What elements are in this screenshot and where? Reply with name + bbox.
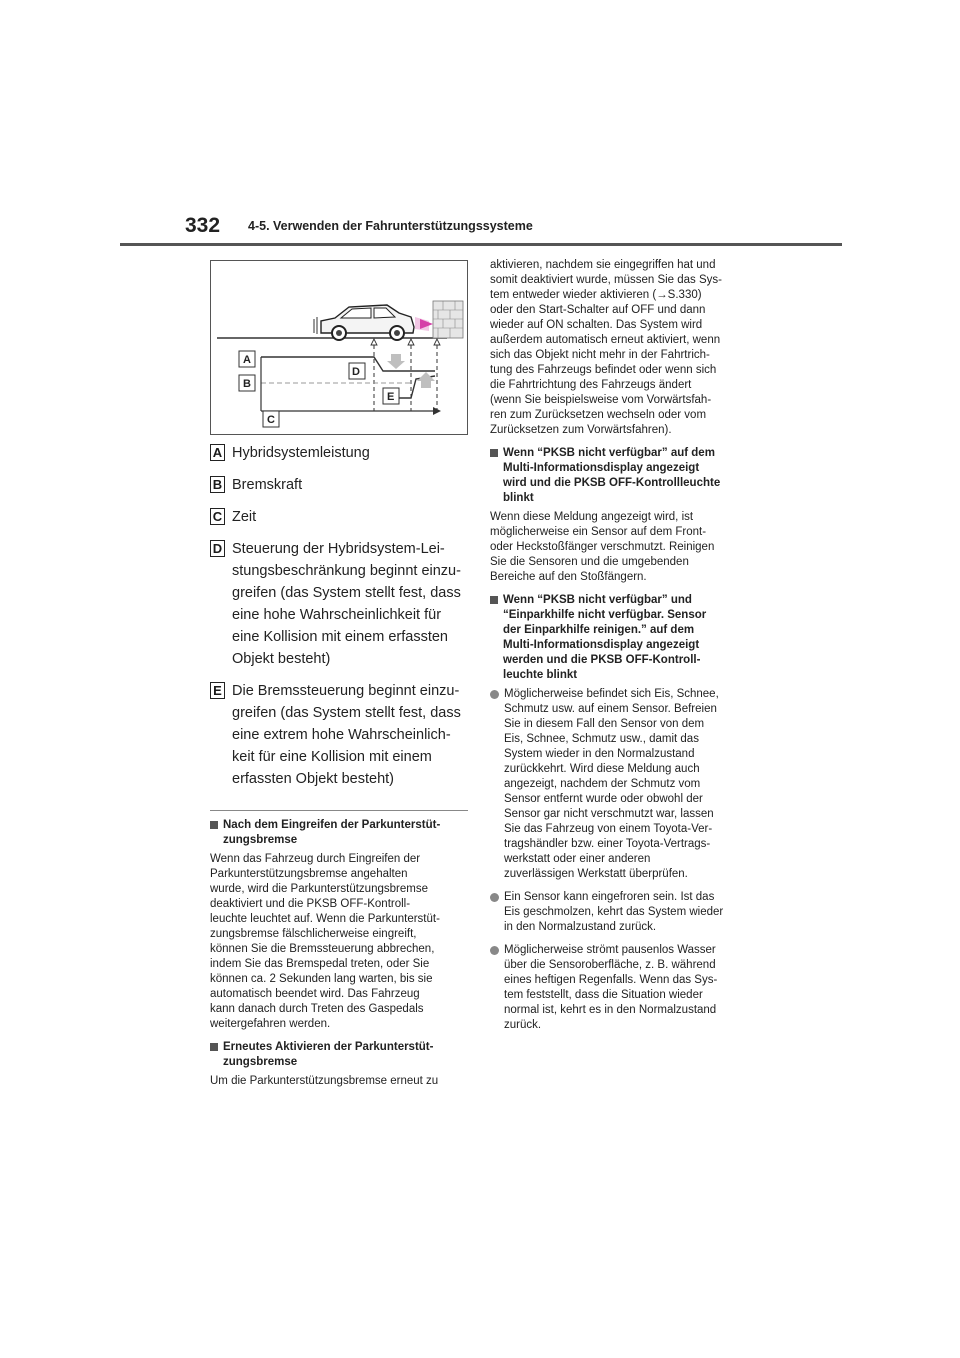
text-line: weitergefahren werden.: [210, 1018, 331, 1030]
legend-line: Bremskraft: [232, 477, 303, 493]
text-line: Möglicherweise strömt pausenlos Wasser: [504, 944, 716, 956]
text-line: Möglicherweise befindet sich Eis, Schnee,: [504, 688, 719, 700]
hybrid-output-curve: [261, 357, 435, 371]
text-line: Sensor gar nicht verschmutzt war, lassen: [504, 808, 714, 820]
text-line: zurückkehrt. Wird diese Meldung auch: [504, 763, 700, 775]
text-line: Bereiche auf den Stoßfängern.: [490, 571, 647, 583]
text-line: oder den Start-Schalter auf OFF und dann: [490, 304, 706, 316]
section-heading: [210, 1040, 468, 1070]
text-line: normal ist, kehrt es in den Normalzustand: [504, 1004, 717, 1016]
circle-bullet-icon: [490, 946, 499, 955]
text-line: zungsbremse fälschlicherweise eingreift,: [210, 928, 417, 940]
diagram-svg: [211, 261, 467, 434]
text-line: ren zum Zurücksetzen wechseln oder vom: [490, 409, 707, 421]
legend-line: eine hohe Wahrscheinlichkeit für: [232, 607, 442, 623]
pksb-timing-diagram: [210, 260, 468, 435]
page-number: 332: [185, 214, 221, 237]
bullet-item: [490, 687, 748, 882]
heading-line: Multi-Informationsdisplay angezeigt: [503, 462, 700, 474]
text-line: Sensor entfernt wurde oder obwohl der: [504, 793, 703, 805]
heading-line: Wenn “PKSB nicht verfügbar” auf dem: [503, 447, 715, 459]
text-line: Wenn das Fahrzeug durch Eingreifen der: [210, 853, 421, 865]
arrow-up-icon: [417, 372, 435, 388]
text-line: Eis, Schnee, Schmutz usw., damit das: [504, 733, 699, 745]
paragraph: [210, 852, 468, 1032]
legend-badge: E: [210, 682, 225, 699]
legend-line: eine Kollision mit einem erfassten: [232, 629, 448, 645]
legend-item-e: [210, 682, 468, 790]
right-column: [490, 258, 748, 1041]
text-line: sich das Objekt nicht mehr in der Fahrtrich-: [490, 349, 710, 361]
legend-line: Steuerung der Hybridsystem-Lei-: [232, 541, 445, 557]
square-bullet-icon: [490, 449, 498, 457]
heading-line: Multi-Informationsdisplay angezeigt: [503, 639, 700, 651]
heading-line: werden und die PKSB OFF-Kontroll-: [503, 654, 701, 666]
legend-line: Hybridsystemleistung: [232, 445, 370, 461]
text-line: über die Sensoroberfläche, z. B. während: [504, 959, 716, 971]
left-column: [210, 818, 468, 1097]
square-bullet-icon: [490, 596, 498, 604]
text-line: kann danach durch Treten des Gaspedals: [210, 1003, 424, 1015]
bullet-item: [490, 890, 748, 935]
text-line: möglicherweise ein Sensor auf dem Front-: [490, 526, 707, 538]
arrow-down-icon: [387, 354, 405, 369]
circle-bullet-icon: [490, 690, 499, 699]
text-line: eines heftigen Regenfalls. Wenn das Sys-: [504, 974, 718, 986]
text-line: (wenn Sie beispielsweise vom Vorwärtsfah-: [490, 394, 712, 406]
heading-line: leuchte blinkt: [503, 669, 578, 681]
text-line: Um die Parkunterstützungsbremse erneut zu: [210, 1075, 439, 1087]
text-line: wurde, wird die Parkunterstützungsbremse: [210, 883, 428, 895]
legend-badge: C: [210, 508, 225, 525]
paragraph: [210, 1074, 468, 1089]
diagram-label-b: B: [243, 378, 251, 390]
diagram-legend: [210, 444, 468, 802]
section-heading: [490, 446, 748, 506]
legend-item-a: [210, 444, 468, 464]
text-line: Sie die Sensoren und die umgebenden: [490, 556, 689, 568]
legend-badge: B: [210, 476, 225, 493]
paragraph: [490, 258, 748, 438]
heading-line: der Einparkhilfe reinigen.” auf dem: [503, 624, 695, 636]
brick-wall-icon: [433, 301, 463, 338]
legend-badge: A: [210, 444, 225, 461]
text-line: tem feststellt, dass die Situation wieder: [504, 989, 703, 1001]
sensor-signal-icon: [415, 317, 433, 331]
text-line: tragshändler bzw. einer Toyota-Vertrags-: [504, 838, 711, 850]
legend-line: Zeit: [232, 509, 257, 525]
text-line: leuchte leuchtet auf. Wenn die Parkunterstüt-: [210, 913, 440, 925]
text-line: oder Heckstoßfänger verschmutzt. Reinigen: [490, 541, 715, 553]
legend-line: eine extrem hohe Wahrscheinlich-: [232, 727, 451, 743]
diagram-label-d: D: [352, 366, 360, 378]
heading-line: Erneutes Aktivieren der Parkunterstüt-: [223, 1041, 434, 1053]
square-bullet-icon: [210, 1043, 218, 1051]
text-line: Zurücksetzen zum Vorwärtsfahren).: [490, 424, 672, 436]
legend-item-c: [210, 508, 468, 528]
text-line: Sie in diesem Fall den Sensor von dem: [504, 718, 705, 730]
legend-line: Objekt besteht): [232, 651, 331, 667]
section-title: 4-5. Verwenden der Fahrunterstützungssysteme: [248, 219, 533, 233]
text-line: somit deaktiviert wurde, müssen Sie das Sys-: [490, 274, 723, 286]
heading-line: blinkt: [503, 492, 534, 504]
heading-line: “Einparkhilfe nicht verfügbar. Sensor: [503, 609, 707, 621]
text-line: wieder auf ON schalten. Das System wird: [490, 319, 703, 331]
text-line: angezeigt, nachdem der Schmutz vom: [504, 778, 701, 790]
page-reference-link[interactable]: tem entweder wieder aktivieren (→S.330): [490, 289, 702, 301]
legend-line: Die Bremssteuerung beginnt einzu-: [232, 683, 460, 699]
text-line: tung des Fahrzeugs befindet oder wenn sich: [490, 364, 717, 376]
heading-line: zungsbremse: [223, 1056, 298, 1068]
diagram-label-a: A: [243, 354, 251, 366]
text-line: deaktiviert und die PKSB OFF-Kontroll-: [210, 898, 411, 910]
legend-line: erfassten Objekt besteht): [232, 771, 394, 787]
heading-line: Nach dem Eingreifen der Parkunterstüt-: [223, 819, 441, 831]
legend-line: greifen (das System stellt fest, dass: [232, 705, 461, 721]
diagram-label-c: C: [267, 414, 275, 426]
legend-item-b: [210, 476, 468, 496]
text-line: Ein Sensor kann eingefroren sein. Ist das: [504, 891, 715, 903]
text-line: automatisch beendet wird. Das Fahrzeug: [210, 988, 420, 1000]
text-line: in den Normalzustand zurück.: [504, 921, 657, 933]
legend-line: keit für eine Kollision mit einem: [232, 749, 432, 765]
section-heading: [210, 818, 468, 848]
paragraph: [490, 510, 748, 585]
text-line: Schmutz usw. auf einem Sensor. Befreien: [504, 703, 717, 715]
heading-line: wird und die PKSB OFF-Kontrollleuchte: [503, 477, 721, 489]
text-line: Sie das Fahrzeug von einem Toyota-Ver-: [504, 823, 713, 835]
legend-item-d: [210, 540, 468, 670]
heading-line: zungsbremse: [223, 834, 298, 846]
header-rule: [120, 243, 842, 246]
text-line: indem Sie das Bremspedal treten, oder Sie: [210, 958, 430, 970]
car-icon: [314, 305, 414, 340]
text-line: außerdem automatisch erneut aktiviert, wenn: [490, 334, 721, 346]
text-line: Parkunterstützungsbremse angehalten: [210, 868, 408, 880]
legend-line: greifen (das System stellt fest, dass: [232, 585, 461, 601]
section-heading: [490, 593, 748, 683]
square-bullet-icon: [210, 821, 218, 829]
text-line: können Sie die Bremssteuerung abbrechen,: [210, 943, 435, 955]
legend-badge: D: [210, 540, 225, 557]
text-line: zurück.: [504, 1019, 542, 1031]
text-line: werkstatt oder einer anderen: [504, 853, 651, 865]
text-line: die Fahrtrichtung des Fahrzeugs ändert: [490, 379, 692, 391]
text-line: zuverlässigen Werkstatt überprüfen.: [504, 868, 688, 880]
bullet-item: [490, 943, 748, 1033]
text-line: aktivieren, nachdem sie eingegriffen hat und: [490, 259, 716, 271]
circle-bullet-icon: [490, 893, 499, 902]
legend-line: stungsbeschränkung beginnt einzu-: [232, 563, 461, 579]
heading-line: Wenn “PKSB nicht verfügbar” und: [503, 594, 692, 606]
text-line: System wieder in den Normalzustand: [504, 748, 695, 760]
text-line: Eis geschmolzen, kehrt das System wieder: [504, 906, 724, 918]
text-line: Wenn diese Meldung angezeigt wird, ist: [490, 511, 694, 523]
diagram-label-e: E: [387, 391, 395, 403]
section-divider: [210, 810, 468, 811]
event-markers: [371, 339, 440, 345]
text-line: können ca. 2 Sekunden lang warten, bis sie: [210, 973, 433, 985]
